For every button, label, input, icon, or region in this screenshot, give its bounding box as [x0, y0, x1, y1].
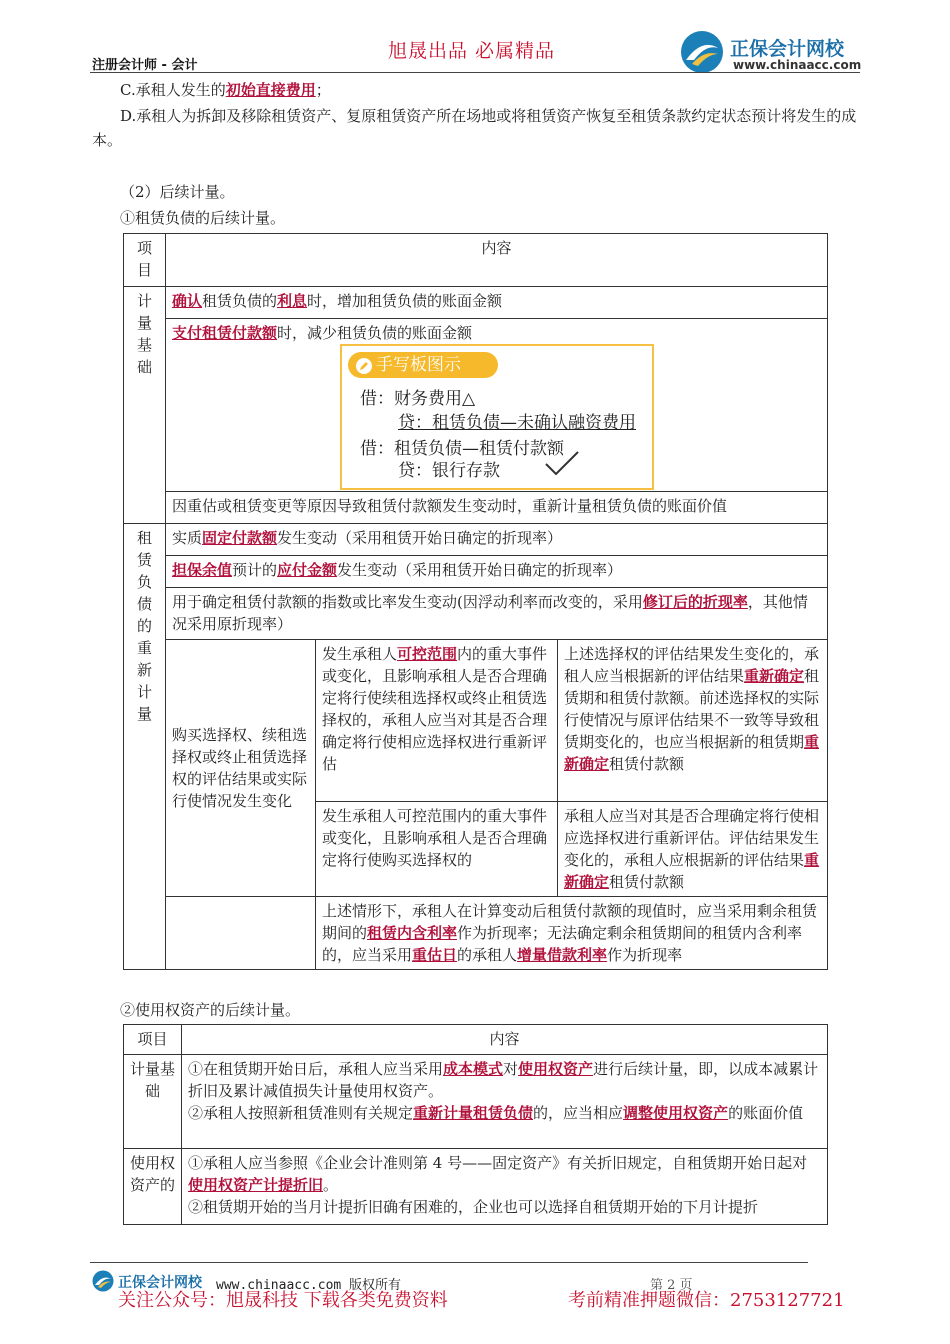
header-slogan: 旭晟出品 必属精品 [388, 40, 556, 62]
hand-line-4: 贷：银行存款 [398, 461, 500, 481]
option-renewal: 发生承租人可控范围内的重大事件或变化，且影响承租人是否合理确定将行使续租选择权或终止租赁选择权的，承租人应当对其是否合理确定将行使相应选择权进行重新评估 [316, 640, 558, 802]
row-residual-value: 担保余值预计的应付金额发生变动（采用租赁开始日确定的折现率） [166, 556, 828, 588]
promo-right: 考前精准押题微信：2753127721 [568, 1290, 845, 1311]
t2-basis-label: 计量基础 [124, 1055, 182, 1149]
discount-rate-note: 上述情形下，承租人在计算变动后租赁付款额的现值时，应当采用剩余租赁期间的租赁内含利率作为折现率；无法确定剩余租赁期间的租赁内含利率的，应当采用重估日的承租人增量借款利率作为折现率 [316, 897, 828, 970]
item-d: D.承租人为拆卸及移除租赁资产、复原租赁资产所在场地或将租赁资产恢复至租赁条款约定状态预计将发生的成本。 [92, 107, 857, 149]
basis-label: 计量基础 [124, 287, 166, 524]
header-item: 项目 [124, 234, 166, 287]
handwriting-board [340, 344, 654, 490]
item-c: C.承租人发生的初始直接费用； [120, 81, 331, 99]
brand-url: www.chinaacc.com [733, 58, 862, 72]
footer-copyright: www.chinaacc.com 版权所有 [216, 1278, 402, 1293]
lease-liability-title: ①租赁负债的后续计量。 [120, 209, 286, 227]
course-title: 注册会计师 - 会计 [92, 58, 198, 73]
row-remeasure-note: 因重估或租赁变更等原因导致租赁付款额发生变动时，重新计量租赁负债的账面价值 [166, 492, 828, 524]
option-purchase-result: 承租人应当对其是否合理确定将行使相应选择权进行重新评估。评估结果发生变化的，承租人应根据新的评估结果重新确定租赁付款额 [558, 802, 828, 897]
subsection-title: （2）后续计量。 [120, 183, 235, 201]
t2-dep-label: 使用权资产的 [124, 1149, 182, 1225]
discount-blank [166, 897, 316, 970]
t2-basis-content: ①在租赁期开始日后，承租人应当采用成本模式对使用权资产进行后续计量，即，以成本减累计折旧及累计减值损失计量使用权资产。 ②承租人按照新租赁准则有关规定重新计量租赁负债的，应当相应调整使用权资产的账面价值 [182, 1055, 828, 1149]
hand-line-3: 借：租赁负债—租赁付款额 [360, 439, 564, 459]
footer-divider [90, 1262, 808, 1263]
brand-logo-icon [680, 30, 724, 74]
checkmark-icon [542, 450, 582, 478]
header-content: 内容 [166, 234, 828, 287]
row-payment: 支付租赁付款额时，减少租赁负债的账面金额 [166, 319, 828, 492]
right-of-use-title: ②使用权资产的后续计量。 [120, 1001, 301, 1019]
row-fixed-payment: 实质固定付款额发生变动（采用租赁开始日确定的折现率） [166, 524, 828, 556]
option-purchase: 发生承租人可控范围内的重大事件或变化，且影响承租人是否合理确定将行使购买选择权的 [316, 802, 558, 897]
promo-left: 关注公众号：旭晟科技 下载各类免费资料 [118, 1290, 448, 1311]
t2-header-content: 内容 [182, 1025, 828, 1055]
row-index-rate: 用于确定租赁付款额的指数或比率发生变动(因浮动利率而改变的，采用修订后的折现率，其他情况采用原折现率） [166, 588, 828, 640]
option-renewal-result: 上述选择权的评估结果发生变化的，承租人应当根据新的评估结果重新确定租赁期和租赁付款额。前述选择权的实际行使情况与原评估结果不一致等导致租赁期变化的，也应当根据新的租赁期重新确定租赁付款额 [558, 640, 828, 802]
t2-dep-content: ①承租人应当参照《企业会计准则第 4 号——固定资产》有关折旧规定，自租赁期开始日起对使用权资产计提折旧。 ②租赁期开始的当月计提折旧确有困难的，企业也可以选择自租赁期开始的下月计提折 [182, 1149, 828, 1225]
header-divider [90, 72, 860, 73]
row-interest: 确认租赁负债的利息时，增加租赁负债的账面金额 [166, 287, 828, 319]
hand-line-1: 借：财务费用△ [360, 389, 476, 409]
brand-name: 正保会计网校 [730, 38, 845, 60]
page-number: 第 2 页 [650, 1278, 693, 1293]
right-of-use-table [123, 1024, 828, 1225]
footer-brand: 正保会计网校 [118, 1275, 202, 1291]
option-label: 购买选择权、续租选择权或终止租赁选择权的评估结果或实际行使情况发生变化 [166, 640, 316, 897]
remeasure-label: 租赁负债的重新计量 [124, 524, 166, 970]
pencil-icon [356, 356, 372, 372]
footer-logo-icon [92, 1270, 114, 1292]
handwriting-title: 手写板图示 [348, 352, 498, 378]
hand-line-2: 贷：租赁负债—未确认融资费用 [398, 413, 636, 433]
t2-header-item: 项目 [124, 1025, 182, 1055]
